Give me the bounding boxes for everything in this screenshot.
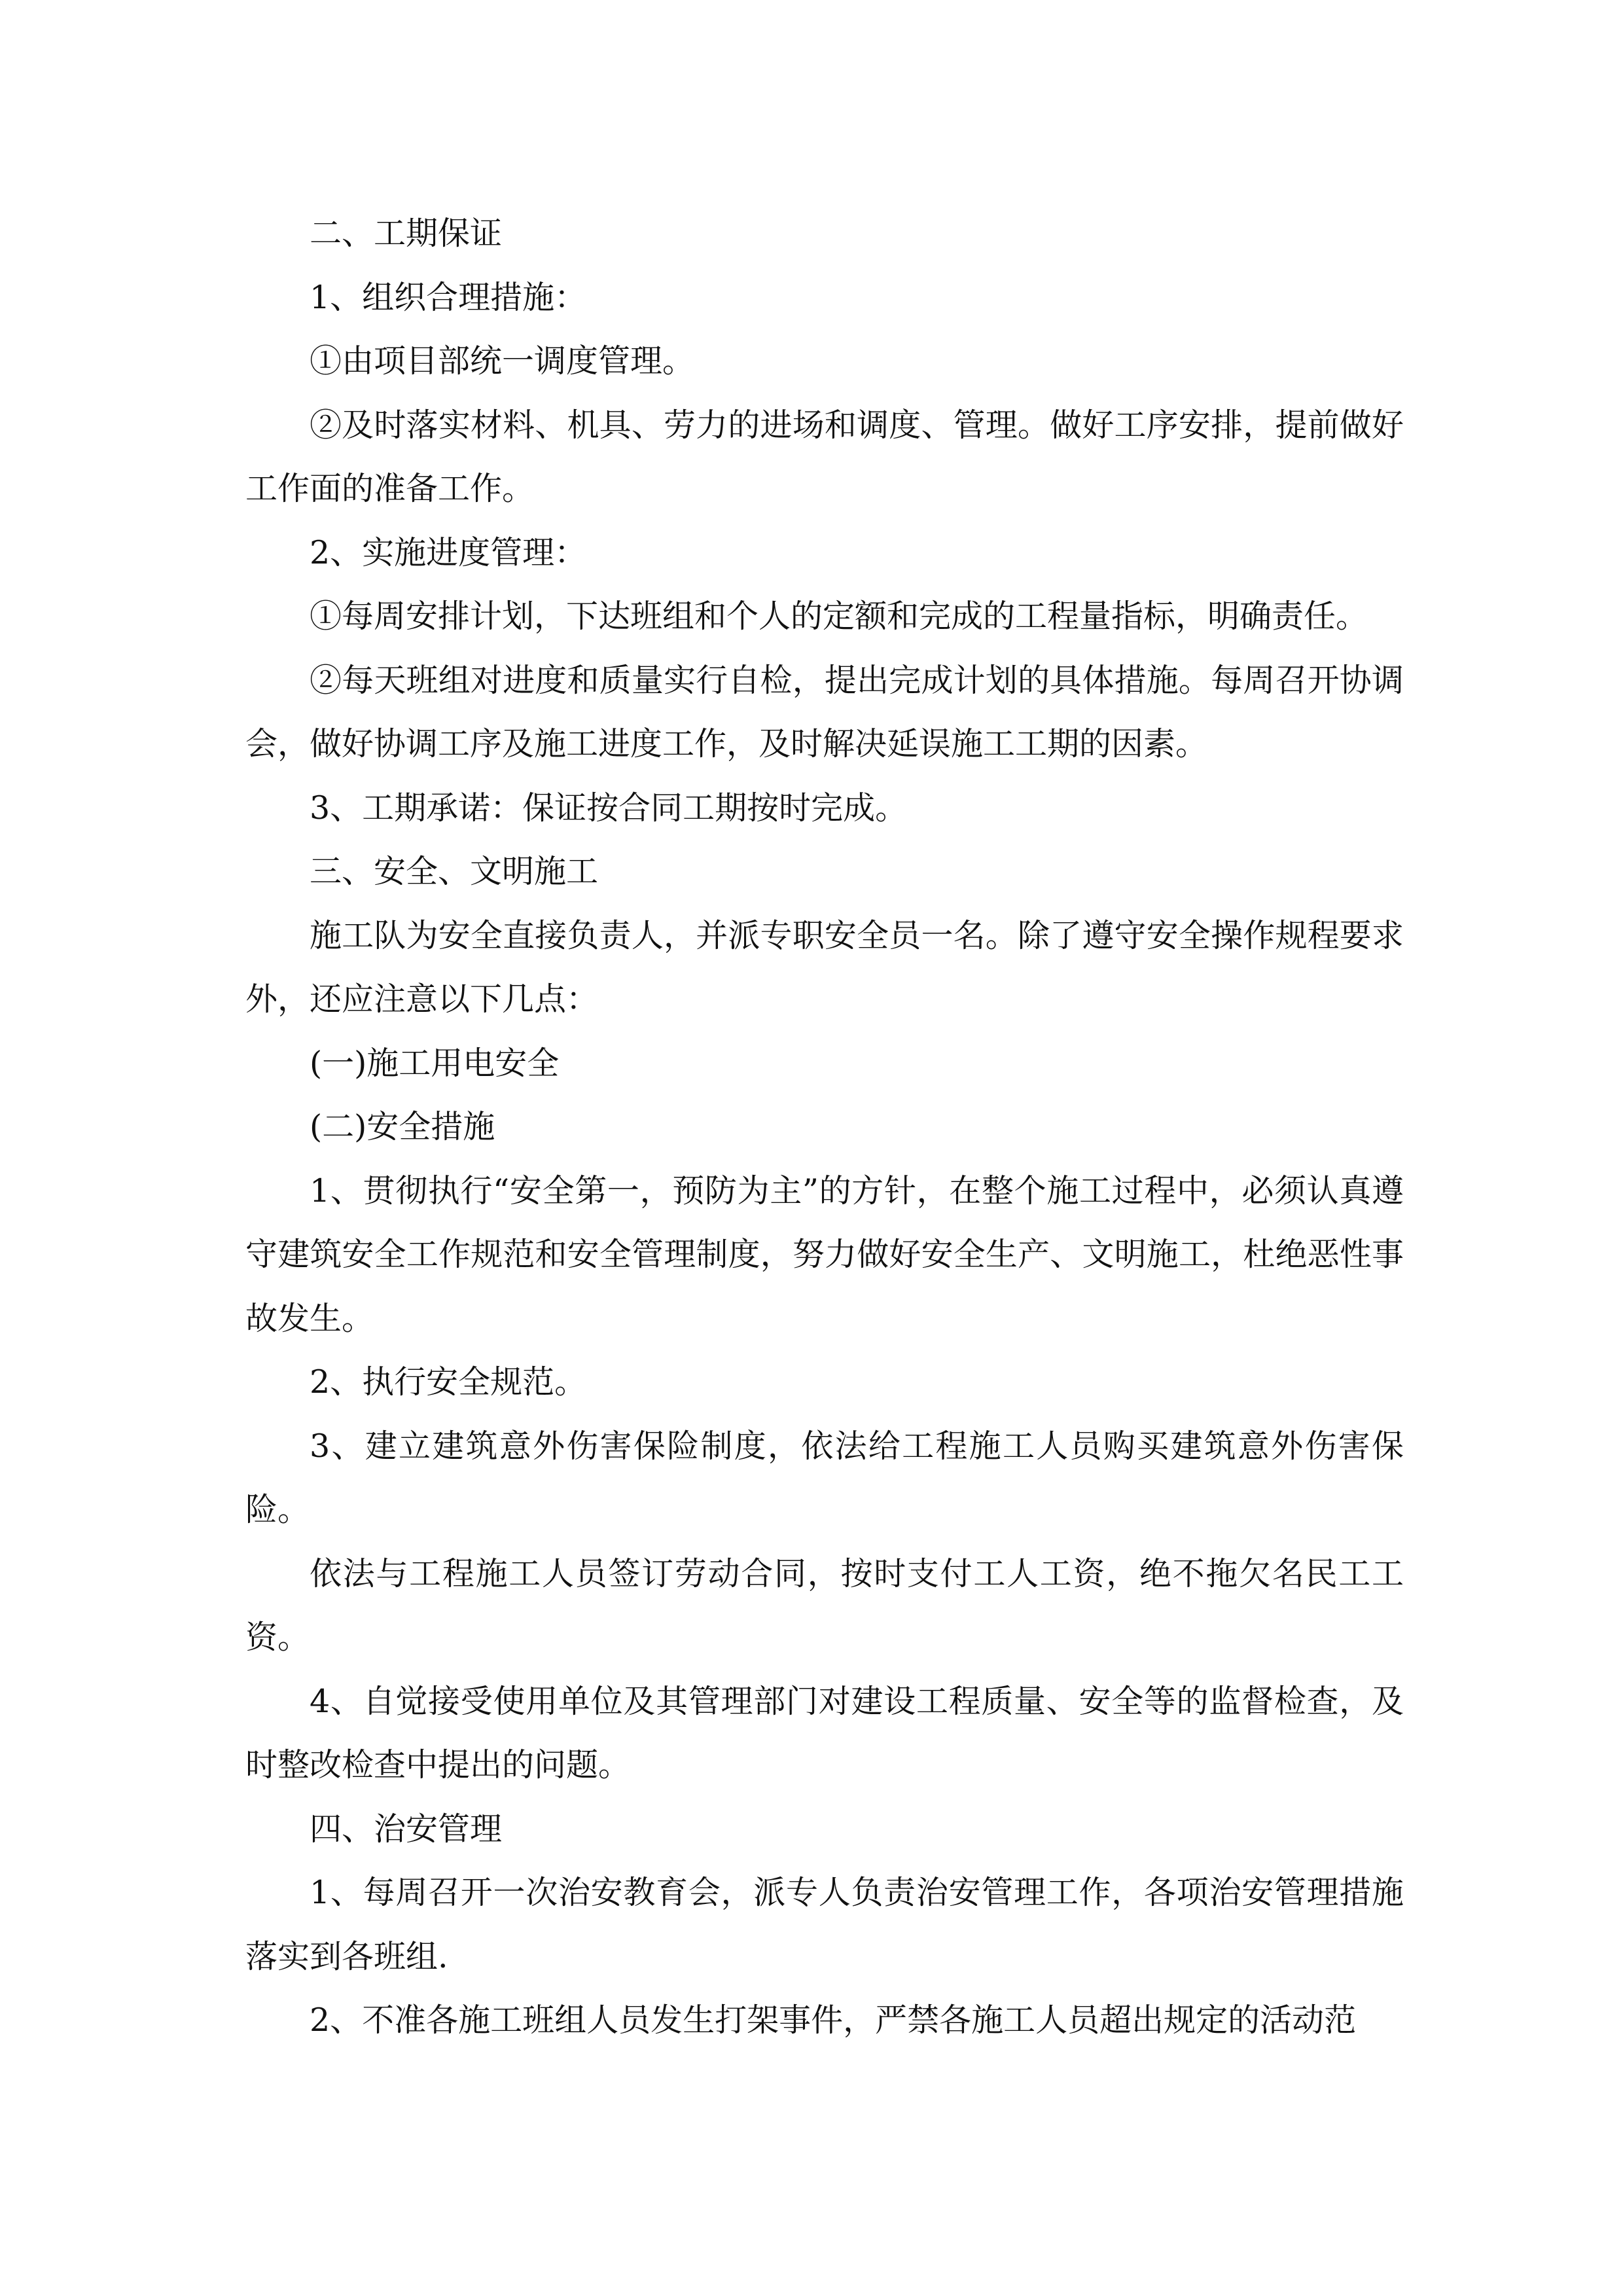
paragraph: 2、执行安全规范。 [310,1363,587,1401]
subheading: (一)施工用电安全 [310,1044,560,1082]
paragraph: 3、建立建筑意外伤害保险制度，依法给工程施工人员购买建筑意外伤害保险。 [245,1427,1404,1528]
paragraph: 2、实施进度管理： [310,533,587,571]
paragraph: 依法与工程施工人员签订劳动合同，按时支付工人工资，绝不拖欠名民工工资。 [245,1554,1404,1656]
document-body [245,202,1404,2053]
paragraph: 1、组织合理措施： [310,278,587,316]
section-heading-safety: 三、安全、文明施工 [310,853,599,890]
subheading: (二)安全措施 [310,1108,495,1145]
paragraph: ①由项目部统一调度管理。 [310,342,695,380]
paragraph: 2、不准各施工班组人员发生打架事件，严禁各施工人员超出规定的活动范 [310,2001,1357,2039]
paragraph: ②及时落实材料、机具、劳力的进场和调度、管理。做好工序安排，提前做好工作面的准备工作。 [245,406,1404,507]
section-heading-schedule: 二、工期保证 [310,215,503,252]
paragraph: 1、贯彻执行“安全第一，预防为主”的方针，在整个施工过程中，必须认真遵守建筑安全工作规范和安全管理制度，努力做好安全生产、文明施工，杜绝恶性事故发生。 [245,1172,1404,1337]
paragraph: ②每天班组对进度和质量实行自检，提出完成计划的具体措施。每周召开协调会，做好协调工序及施工进度工作，及时解决延误施工工期的因素。 [245,661,1404,762]
paragraph: 1、每周召开一次治安教育会，派专人负责治安管理工作，各项治安管理措施落实到各班组. [245,1874,1404,1975]
paragraph: 3、工期承诺：保证按合同工期按时完成。 [310,789,908,827]
paragraph: 施工队为安全直接负责人，并派专职安全员一名。除了遵守安全操作规程要求外，还应注意以下几点： [245,916,1404,1018]
paragraph: ①每周安排计划，下达班组和个人的定额和完成的工程量指标，明确责任。 [310,598,1368,635]
paragraph: 4、自觉接受使用单位及其管理部门对建设工程质量、安全等的监督检查，及时整改检查中提出的问题。 [245,1682,1404,1784]
section-heading-security: 四、治安管理 [310,1810,503,1848]
